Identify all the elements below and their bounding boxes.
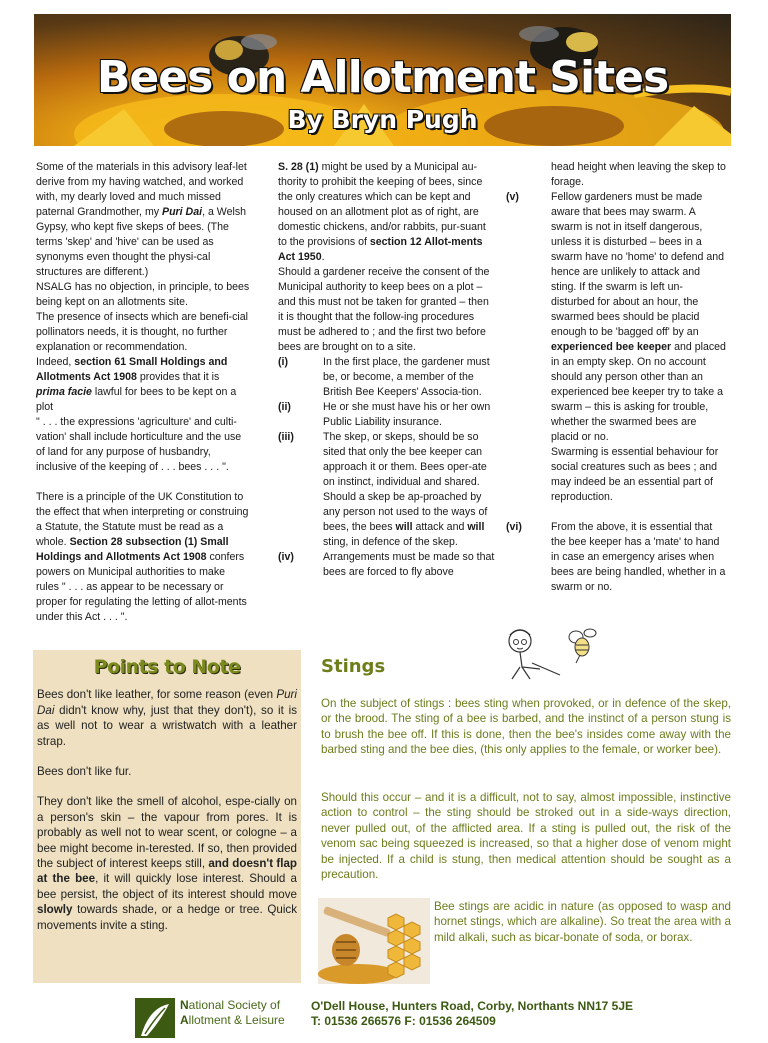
paragraph-intro: Some of the materials in this advisory leaf-let derive from my having watched, and worked with, my dearly loved and much missed paternal Grandmother, my Puri Dai, a Welsh Gypsy, who kept five skeps of bees. (The terms 'skep' and 'hive' can be used as synonyms even thought the physi-cal structures are different.) [36,161,247,278]
column-2 [278,160,496,580]
stings-paragraph-3: Bee stings are acidic in nature (as opposed to wasp and hornet stings, which are alkaline). So treat the area with a mild alkali, such as bicar-bonate of soda, or borax. [434,900,731,944]
paragraph-constitution: There is a principle of the UK Constitution to the effect that when interpreting or construing a Statute, the Statute must be read as a whole. Section 28 subsection (1) Small Holdings and Allotments Act 1908 confers powers on Municipal authorities to make rules " . . . as appear to be necessary or proper for regulating the letting of allot-ments under this Act . . . ". [36,491,249,623]
paragraph-section61: Indeed, section 61 Small Holdings and Allotments Act 1908 provides that it is prima facie lawful for bees to be kept on a plot [36,356,237,413]
list-item: (v) Fellow gardeners must be made aware that bees may swarm. A swarm is not in itself dangerous, unless it is disturbed – bees in a swarm have no 'home' to defend and hence are unlikely to attack and sting. If the swarm is left un-disturbed for about an hour, the swarmed bees should be placid enough to be 'bagged off' by an experienced bee keeper and placed in an empty skep. On no account should any person other than an experienced bee keeper try to take a swarm – this is asking for trouble, whether the swarmed bees are placid or no. [506,191,726,443]
honey-dipper-image [318,898,430,984]
footer-address: O'Dell House, Hunters Road, Corby, Northants NN17 5JE T: 01536 266576 F: 01536 264509 [311,999,634,1028]
leaf-logo-icon [135,998,175,1038]
page-title: Bees on Allotment Sites [96,52,669,103]
list-item: (iv) Arrangements must be made so that bees are forced to fly above [278,551,495,578]
nsalg-logo [135,998,175,1038]
paragraph-s28: S. 28 (1) might be used by a Municipal au-thority to prohibit the keeping of bees, since the only creatures which can be kept and housed on an allotment plot as of right, are domestic chickens, and/or rabbits, pur-suant to the provisions of section 12 Allot-ments Act 1950. [278,161,486,263]
stings-paragraph-1: On the subject of stings : bees sting when provoked, or in defence of the skep, or the brood. The sting of a bee is barbed, and the instinct of a person stung is to brush the bee off. If this is done, then the bee's insides come away with the barbed sting and the bee dies, (this only applies to the female, or worker bee). [321,697,731,757]
byline: By Bryn Pugh [287,105,478,134]
paragraph-swarming: Swarming is essential behaviour for social creatures such as bees ; and may indeed be an essential part of reproduction. [551,446,719,503]
paragraph-pollinators: The presence of insects which are benefi-cial pollinators needs, it is thought, no further explanation or recommendation. [36,311,248,353]
paragraph-continued: head height when leaving the skep to forage. [551,161,726,188]
column-3 [506,160,726,595]
list-item: (vi) From the above, it is essential that the bee keeper has a 'mate' to hand in case an emergency arises when bees are being handled, whether in a swarm or no. [506,521,726,593]
points-to-note-box [33,650,301,983]
list-item: (iii) The skep, or skeps, should be so sited that only the bee keeper can approach it or them. Bees oper-ate on instinct, individual and shared. Should a skep be ap-proached by any person not used to the ways of bees, the bees will attack and will sting, in defence of the skep. [278,431,488,548]
paragraph-consent: Should a gardener receive the consent of the Municipal authority to keep bees on a plot – and this must not be taken for granted – then it is thought that the follow-ing procedures must be adhered to ; and the first two before bees are brought on to a site. [278,266,490,353]
footer-organisation: National Society of Allotment & Leisure [180,998,285,1027]
column-1 [36,160,250,625]
stings-paragraph-2: Should this occur – and it is a difficult, not to say, almost impossible, instinctive action to control – the sting should be stroked out in a side-ways direction, never pulled out, of the afflicted area. If a sting is pulled out, the risk of the venom sac being squeezed is increased, so that a higher dose of venom might be injected. If a child is stung, then medical attention should be sought as a precaution. [321,791,731,882]
stings-heading: Stings [321,656,386,677]
banner [34,14,731,146]
bee-chasing-boy-cartoon [500,623,600,685]
points-alcohol: They don't like the smell of alcohol, espe-cially on a person's skin – the vapour from pores. It is probably as well not to wear scent, or cologne – a bee might become in-terested. If so, then provided the subject of interest keeps still, and doesn't flap at the bee, it will quickly lose interest. Should a bee persist, the object of its interest should move slowly towards shade, or a hedge or tree. Quick movements invite a sting. [37,795,297,932]
points-title: Points to Note [93,656,241,678]
points-fur: Bees don't like fur. [37,765,132,779]
list-item: (ii) He or she must have his or her own Public Liability insurance. [278,401,491,428]
list-item: (i) In the first place, the gardener must be, or become, a member of the British Bee Keepers' Associa-tion. [278,356,490,398]
paragraph-nsalg: NSALG has no objection, in principle, to bees being kept on an allotments site. [36,281,250,308]
paragraph-quote: " . . . the expressions 'agriculture' and culti-vation' shall include horticulture and the use of land for any purpose of husbandry, inclusive of the keeping of . . . bees . . . ". [36,416,242,473]
points-leather: Bees don't like leather, for some reason (even Puri Dai didn't know why, just that they don't), so it is as well not to wear a wristwatch with a leather strap. [37,688,297,748]
